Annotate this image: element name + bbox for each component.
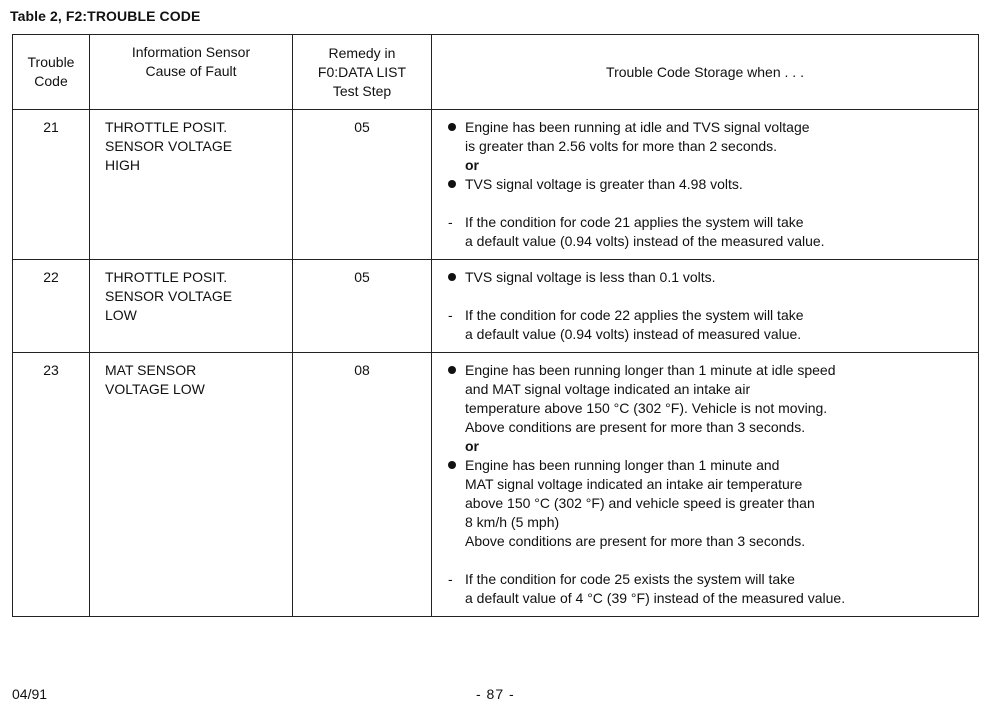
header-remedy — [293, 35, 432, 110]
cause-cell — [90, 260, 293, 353]
text-line: Engine has been running at idle and TVS signal voltage — [465, 119, 810, 135]
text-line: a default value of 4 °C (39 °F) instead of the measured value. — [465, 590, 846, 606]
text-line: - If the condition for code 25 exists the system will take — [465, 571, 795, 587]
footer-date: 04/91 — [12, 686, 48, 702]
text-line: - If the condition for code 21 applies the system will take — [465, 214, 804, 230]
page-number: - 87 - — [476, 686, 515, 702]
text-line: 8 km/h (5 mph) — [465, 514, 560, 530]
code-cell: 21 — [13, 110, 90, 260]
header-remedy-line: F0:DATA LIST — [317, 63, 407, 80]
table-row — [13, 110, 979, 260]
cause-line: SENSOR VOLTAGE — [105, 288, 233, 304]
text-line: TVS signal voltage is greater than 4.98 volts. — [465, 176, 743, 192]
cause-line: SENSOR VOLTAGE — [105, 138, 233, 154]
text-line: is greater than 2.56 volts for more than 2 seconds. — [465, 138, 778, 154]
cause-line: VOLTAGE LOW — [105, 381, 205, 397]
storage-cell — [432, 110, 979, 260]
header-remedy-line: Remedy in — [328, 44, 396, 61]
code-cell: 22 — [13, 260, 90, 353]
header-code-line: Trouble — [27, 54, 75, 70]
text-line: temperature above 150 °C (302 °F). Vehicle is not moving. — [465, 400, 828, 416]
cause-line: HIGH — [105, 157, 140, 173]
or-label: or — [465, 438, 479, 454]
note-item — [446, 570, 968, 608]
table-row — [13, 353, 979, 617]
cause-line: THROTTLE POSIT. — [105, 119, 228, 135]
note-item — [446, 213, 968, 251]
remedy-cell: 05 — [293, 110, 432, 260]
bullet-item — [446, 268, 968, 287]
remedy-cell: 08 — [293, 353, 432, 617]
text-line: a default value (0.94 volts) instead of measured value. — [465, 326, 802, 342]
text-line: Engine has been running longer than 1 minute and — [465, 457, 780, 473]
cause-cell — [90, 110, 293, 260]
header-cause-line: Cause of Fault — [145, 63, 237, 79]
text-line: a default value (0.94 volts) instead of the measured value. — [465, 233, 825, 249]
note-item — [446, 306, 968, 344]
text-line: - If the condition for code 22 applies the system will take — [465, 307, 804, 323]
header-code — [13, 35, 90, 110]
text-line: and MAT signal voltage indicated an intake air — [465, 381, 751, 397]
bullet-item — [446, 118, 968, 156]
header-code-line: Code — [34, 73, 68, 89]
table-row — [13, 260, 979, 353]
storage-cell — [432, 260, 979, 353]
bullet-item — [446, 456, 968, 551]
table-title: Table 2, F2:TROUBLE CODE — [10, 8, 201, 24]
table-header-row — [13, 35, 979, 110]
header-remedy-line: Test Step — [332, 82, 392, 99]
trouble-code-table — [12, 34, 979, 617]
text-line: TVS signal voltage is less than 0.1 volts. — [465, 269, 716, 285]
bullet-item — [446, 361, 968, 437]
code-cell: 23 — [13, 353, 90, 617]
cause-line: LOW — [105, 307, 137, 323]
bullet-item — [446, 175, 968, 194]
storage-cell — [432, 353, 979, 617]
text-line: above 150 °C (302 °F) and vehicle speed is greater than — [465, 495, 815, 511]
text-line: MAT signal voltage indicated an intake air temperature — [465, 476, 803, 492]
cause-cell — [90, 353, 293, 617]
text-line: Engine has been running longer than 1 minute at idle speed — [465, 362, 836, 378]
cause-line: MAT SENSOR — [105, 362, 197, 378]
cause-line: THROTTLE POSIT. — [105, 269, 228, 285]
header-cause-line: Information Sensor — [131, 44, 251, 60]
header-storage: Trouble Code Storage when . . . — [432, 35, 979, 110]
text-line: Above conditions are present for more than 3 seconds. — [465, 419, 806, 435]
text-line: Above conditions are present for more than 3 seconds. — [465, 533, 806, 549]
remedy-cell: 05 — [293, 260, 432, 353]
header-cause — [90, 35, 293, 110]
or-label: or — [465, 157, 479, 173]
